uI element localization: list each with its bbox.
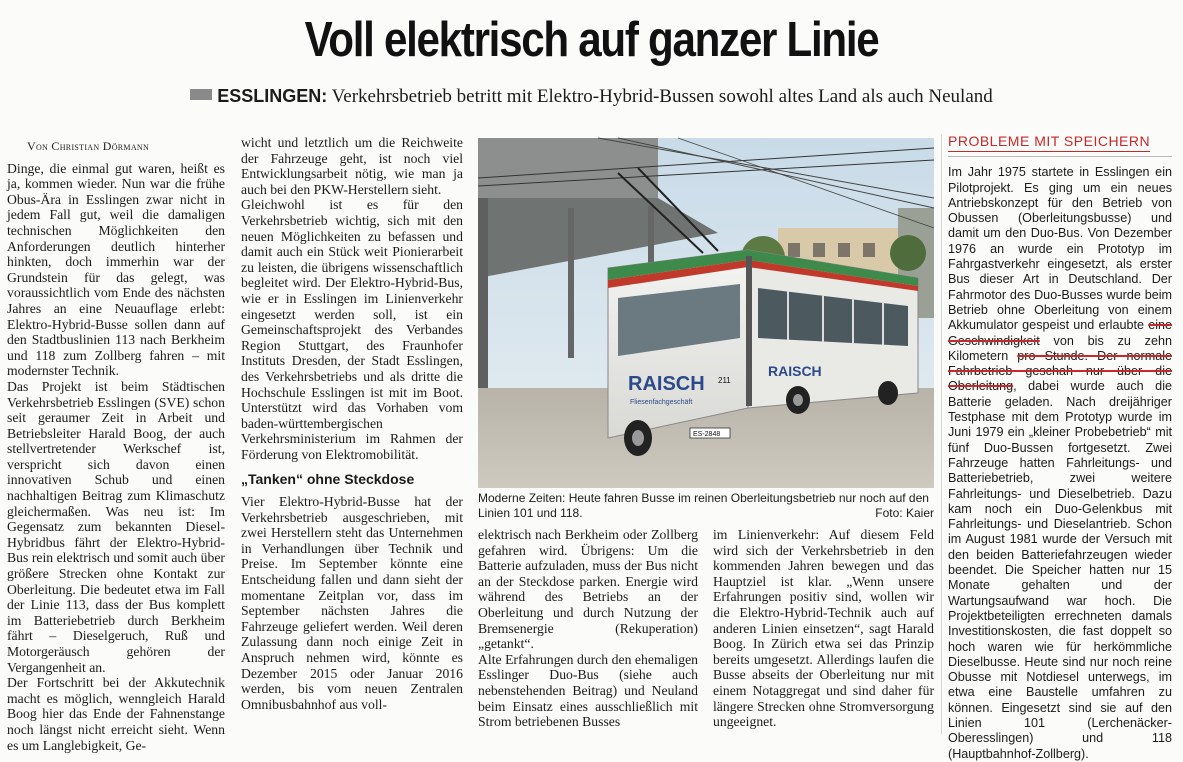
photo-credit: Foto: Kaier: [875, 506, 934, 520]
paragraph: Alte Erfahrungen durch den ehemaligen Esslinger Duo-Bus (siehe auch nebenstehenden Beitrag) und Neuland beim Einsatz eines ausschließlich mit Strom betriebenen Busses: [478, 651, 698, 730]
subhead-text: Verkehrsbetrieb betritt mit Elektro-Hybrid-Bussen sowohl altes Land als auch Neuland: [327, 86, 993, 107]
sidebar-box: [948, 134, 1172, 762]
license-plate: ES-2848: [693, 431, 721, 438]
paragraph: wicht und letztlich um die Reichweite der Fahrzeuge geht, ist noch viel Entwicklungsarbeit nötig, wie man ja auch bei den PKW-Herstellern sieht.: [241, 135, 463, 197]
subhead-marker: [190, 89, 212, 100]
article-column-4: [713, 527, 934, 739]
sidebar-text-part: von bis zu zehn Kilometern: [948, 333, 1172, 363]
bus-advert-side: RAISCH: [768, 363, 822, 379]
bus-photo-illustration: [478, 138, 934, 488]
caption-text: Moderne Zeiten: Heute fahren Busse im reinen Oberleitungsbetrieb nur noch auf den Linien 101 und 118.: [478, 491, 929, 520]
sidebar-text-part: , dabei wurde auch die Batterie geladen. Nach dreijähriger Testphase mit dem Prototyp wurde im Juni 1979 ein „kleiner Probebetrieb“ mit fünf Duo-Bussen fortgesetzt. Zwei Fahrzeuge hatten Fahrleitungs- und Batteriebetrieb, zwei weitere Fahrleitungs- und Dieselbetrieb. Dazu kam noch ein Duo-Gelenkbus mit Fahrleitungs- und Dieselantrieb. Schon im August 1981 wurde der Versuch mit den beiden Batteriefahrzeugen wieder beendet. Die Speicher hatten nur 15 Monate gehalten und der Wartungsaufwand war hoch. Die Projektbeteiligten errechneten damals Investitionskosten, die fast doppelt so hoch waren wie für herkömmliche Dieselbusse. Heute sind nur noch reine Obusse mit Notdiesel unterwegs, im etwa eine Baustelle umfahren zu können. Eingesetzt sind sie auf den Linien 101 (Lerchenäcker-Oberesslingen) und 118 (Hauptbahnhof-Zollberg).: [948, 379, 1172, 761]
article-column-1: [7, 139, 225, 753]
paragraph: Vier Elektro-Hybrid-Busse hat der Verkehrsbetrieb ausgeschrieben, mit zwei Herstellern steht das Unternehmen in Verhandlungen über Technik und Preise. Im September könnte eine Entscheidung fallen und dann sieht der momentane Zeitplan vor, dass im September nächsten Jahres die Fahrzeuge geliefert werden. Weil deren Zulassung dann noch einige Zeit in Anspruch nehmen wird, könnte es Dezember 2015 oder Januar 2016 werden, bis vom neuen Zentralen Omnibusbahnhof aus voll-: [241, 494, 463, 712]
bus-photo: [478, 138, 934, 488]
struck-text: pro Stunde. Der normale Fahrbetrieb geschah nur über die Oberleitung: [948, 348, 1172, 394]
paragraph: elektrisch nach Berkheim oder Zollberg gefahren wird. Übrigens: Um die Batterie aufzuladen, muss der Bus nicht an der Steckdose parken. Energie wird während des Betriebs an der Oberleitung und durch Nutzung der Bremsenergie (Rekuperation) „getankt“.: [478, 527, 698, 652]
paragraph: Das Projekt ist beim Städtischen Verkehrsbetrieb Esslingen (SVE) schon seit geraumer Zeit in Arbeit und Betriebsleiter Harald Boog, der auch stellvertretender Werkschef ist, verspricht sich davon einen innovativen Schub und einen nachhaltigen Beitrag zum Klimaschutz gleichermaßen. Was neu ist: Im Gegensatz zum bekannten Diesel-Hybridbus fährt der Elektro-Hybrid-Bus rein elektrisch und somit auch über größere Strecken ohne Kontakt zur Oberleitung. Die bedeutet etwa im Fall der Linie 113, dass der Bus komplett im Batteriebetrieb durch Berkheim fährt – Dieselgeruch, Ruß und Motorgeräusch gehören der Vergangenheit an.: [7, 378, 225, 675]
photo-caption: [478, 491, 934, 521]
bus-advert: RAISCH: [628, 373, 705, 395]
sidebar-rule: [948, 156, 1172, 157]
headline: Voll elektrisch auf ganzer Linie: [304, 13, 879, 67]
paragraph: im Linienverkehr: Auf diesem Feld wird sich der Verkehrsbetrieb in den kommenden Jahren bewegen und das Hauptziel ist klar. „Wenn unsere Erfahrungen positiv sind, wollen wir die Elektro-Hybrid-Technik auch auf anderen Linien einsetzen“, sagt Harald Boog. In Zürich etwa sei das Prinzip bereits umgesetzt. Allerdings laufen die Busse abseits der Oberleitung nur mit einem Notaggregat und sind daher für längere Strecken ohne Stromversorgung ungeeignet.: [713, 527, 934, 730]
sidebar-divider: [941, 134, 942, 734]
bus-advert-sub: Fliesenfachgeschäft: [630, 399, 693, 406]
byline: Von Christian Dörmann: [27, 139, 150, 153]
sidebar-text-part: Im Jahr 1975 startete in Esslingen ein Pilotprojekt. Es ging um ein neues Antriebskonzept für den Betrieb von Obussen (Oberleitungsbusse) und damit um den Duo-Bus. Von Dezember 1976 an wurde ein Prototyp im Fahrgastverkehr eingesetzt, als erster Bus dieser Art in Deutschland. Der Fahrmotor des Duo-Busses wurde beim Betrieb ohne Oberleitung von einem Akkumulator gespeist und erlaubte: [948, 165, 1172, 333]
article-column-2: [241, 135, 463, 739]
sidebar-title: PROBLEME MIT SPEICHERN: [948, 134, 1150, 152]
bus-number: 211: [718, 376, 731, 385]
article-column-3: [478, 527, 698, 739]
paragraph: Dinge, die einmal gut waren, heißt es ja, kommen wieder. Nun war die frühe Obus-Ära in Esslingen zwar nicht in jedem Fall gut, weil die damaligen technischen Möglichkeiten den Anforderungen deutlich hinterher hinkten, doch immerhin war der Grundstein für das gelegt, was voraussichtlich vom Ende des nächsten Jahres an eine Neuauflage erlebt: Elektro-Hybrid-Busse sollen dann auf den Stadtbuslinien 113 nach Berkheim und 118 zum Zollberg fahren – mit modernster Technik.: [7, 160, 225, 379]
sidebar-text: [948, 165, 1172, 762]
paragraph: Gleichwohl ist es für den Verkehrsbetrieb wichtig, sich mit den neuen Möglichkeiten zu befassen und damit auch ein Stück weit Pionierarbeit zu leisten, die übrigens wissenschaftlich begleitet wird. Der Elektro-Hybrid-Bus, wie er in Esslingen im Linienverkehr eingesetzt werden soll, ist ein Gemeinschaftsprojekt des Verbandes Region Stuttgart, des Fraunhofer Instituts Dresden, der Stadt Esslingen, des Verkehrsbetriebs und als dritte die Hochschule Esslingen ist mit im Boot. Unterstützt wird das Vorhaben vom baden-württembergischen Verkehrsministerium im Rahmen der Förderung von Elektromobilität.: [241, 197, 463, 462]
paragraph: Der Fortschritt bei der Akkutechnik macht es möglich, wenngleich Harald Boog hier das Ende der Fahnenstange noch längst nicht erreicht sieht. Wenn es um Langlebigkeit, Ge-: [7, 675, 225, 753]
dateline: ESSLINGEN:: [217, 86, 328, 106]
section-heading: „Tanken“ ohne Steckdose: [241, 471, 415, 488]
subheadline: [0, 86, 1183, 108]
struck-text: eine Geschwindigkeit: [948, 318, 1172, 348]
